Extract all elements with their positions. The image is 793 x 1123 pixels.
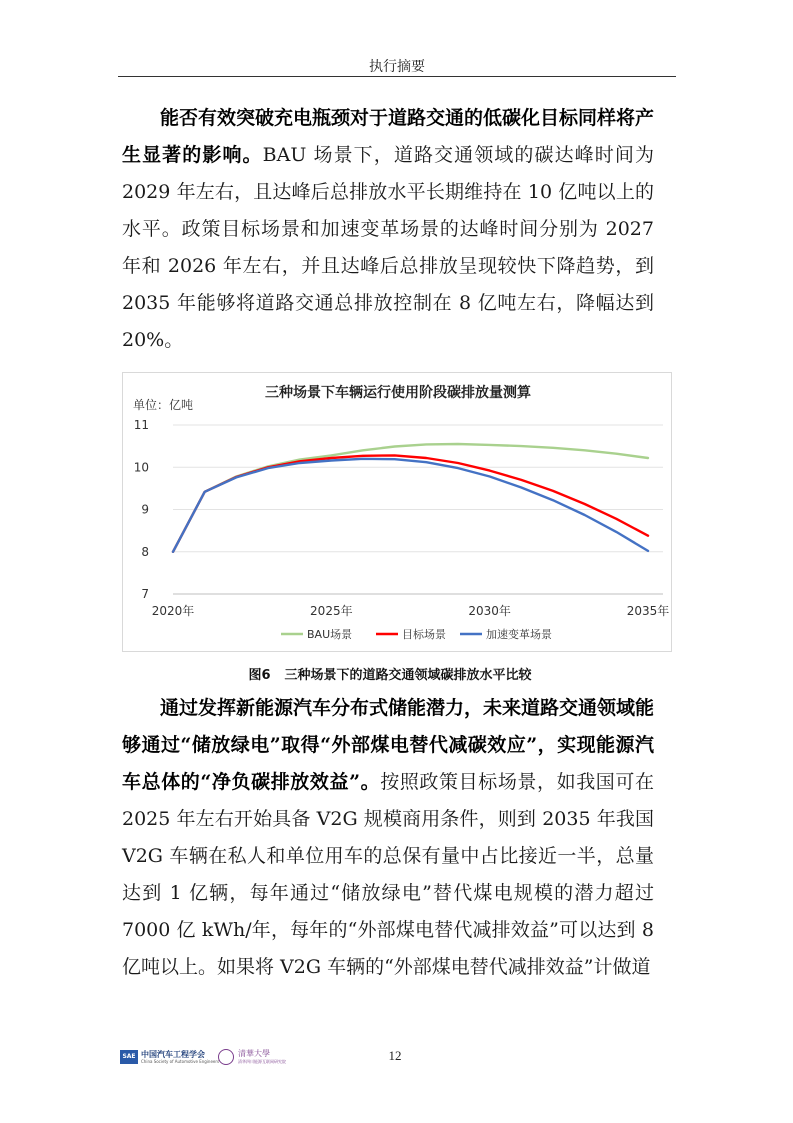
tsinghua-subtitle: 清华四川能源互联网研究院 <box>238 1059 286 1064</box>
y-tick-label: 7 <box>141 587 149 601</box>
chart-unit-label: 单位：亿吨 <box>133 398 194 412</box>
csae-subtitle: China Society of Automotive Engineers <box>141 1059 220 1064</box>
header-rule <box>118 76 676 77</box>
legend-label-2: 加速变革场景 <box>486 628 552 641</box>
legend-label-1: 目标场景 <box>402 628 446 641</box>
y-tick-label: 10 <box>133 460 149 475</box>
emissions-chart-svg <box>123 373 673 653</box>
x-tick-label: 2030年 <box>468 604 511 618</box>
emissions-chart <box>122 372 672 652</box>
page-number: 12 <box>388 1048 402 1063</box>
y-tick-label: 9 <box>141 502 149 517</box>
chart-title: 三种场景下车辆运行使用阶段碳排放量测算 <box>265 385 531 401</box>
csae-name: 中国汽车工程学会 <box>141 1050 205 1059</box>
csae-badge-icon: SAE <box>120 1050 138 1064</box>
y-tick-label: 8 <box>141 544 149 559</box>
page-header: 执行摘要 <box>369 59 425 75</box>
legend-label-0: BAU场景 <box>307 628 353 641</box>
paragraph-1 <box>122 100 654 359</box>
tsinghua-seal-icon <box>218 1049 234 1065</box>
x-tick-label: 2035年 <box>626 604 670 618</box>
figure-caption-text: 三种场景下的道路交通领域碳排放水平比较 <box>284 668 532 683</box>
y-tick-label: 11 <box>133 418 149 432</box>
figure-label: 图6 <box>248 668 271 683</box>
paragraph-1-lead: 能否有效突破充电瓶颈对于道路交通的低碳化目标同样将产生显著的影响。 <box>122 107 655 166</box>
paragraph-1-body: BAU 场景下，道路交通领域的碳达峰时间为 2029 年左右，且达峰后总排放水平长期维持在 10 亿吨以上的水平。政策目标场景和加速变革场景的达峰时间分别为 2027 年和 2026 年左右，并且达峰后总排放呈现较快下降趋势，到 2035 年能够将道路交通总排放控制在 8 亿吨左右，降幅达到 20%。 <box>122 144 654 351</box>
figure-caption <box>122 664 672 683</box>
x-tick-label: 2020年 <box>151 604 195 618</box>
x-tick-label: 2025年 <box>310 604 353 618</box>
paragraph-2-lead: 通过发挥新能源汽车分布式储能潜力，未来道路交通领域能够通过“储放绿电”取得“外部煤电替代减碳效应”，实现能源汽车总体的“净负碳排放效益”。 <box>122 697 655 793</box>
series-line-1 <box>173 455 648 551</box>
paragraph-2 <box>122 690 654 986</box>
csae-logo <box>120 1047 220 1069</box>
tsinghua-logo <box>218 1047 298 1069</box>
paragraph-2-body: 按照政策目标场景，如我国可在 2025 年左右开始具备 V2G 规模商用条件，则到 2035 年我国 V2G 车辆在私人和单位用车的总保有量中占比接近一半，总量达到 1 亿辆，每年通过“储放绿电”替代煤电规模的潜力超过 7000 亿 kWh/年，每年的“外部煤电替代减排效益”可以达到 8 亿吨以上。如果将 V2G 车辆的“外部煤电替代减排效益”计做道 <box>122 771 654 978</box>
tsinghua-name: 清華大學 <box>238 1049 270 1058</box>
